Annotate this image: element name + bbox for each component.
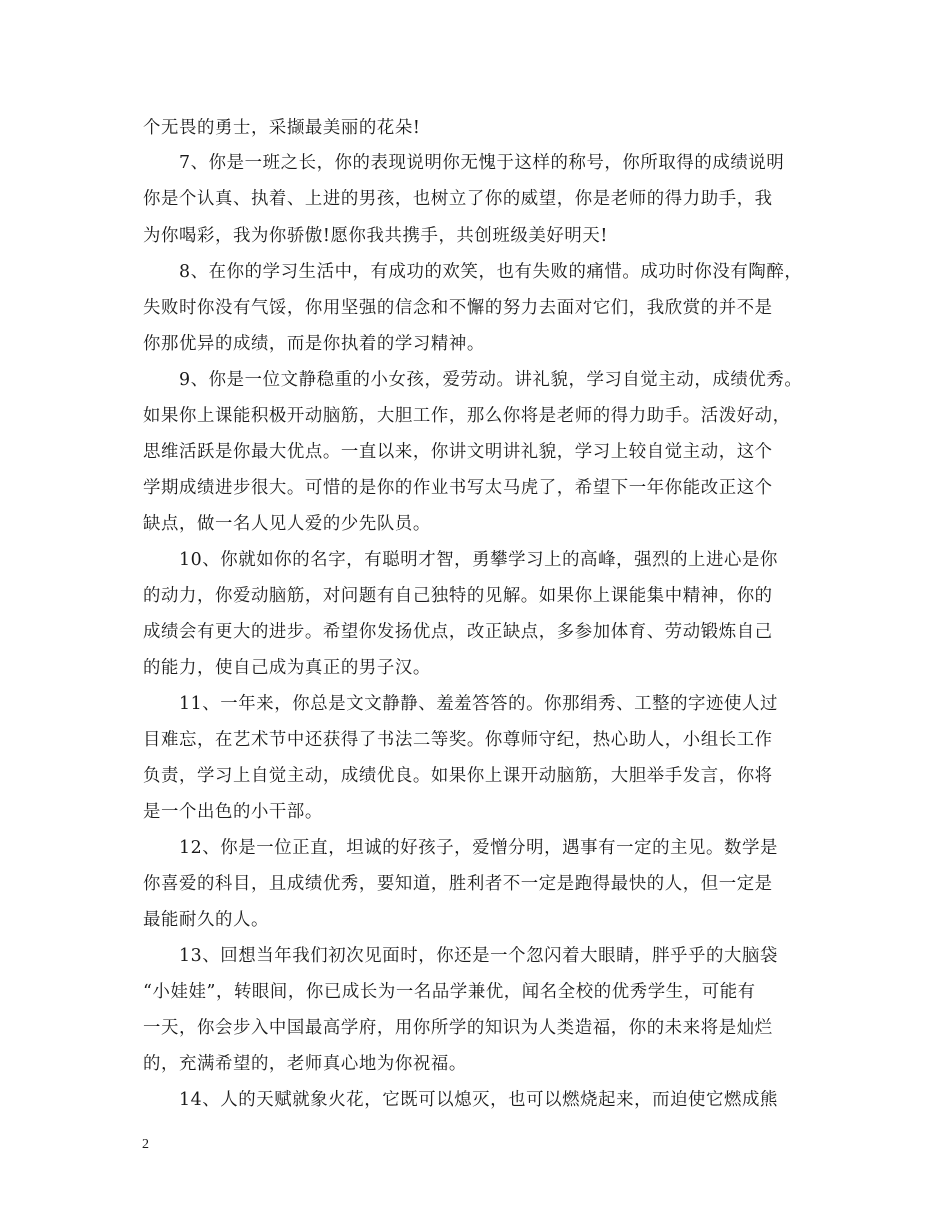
- text-line: 失败时你没有气馁，你用坚强的信念和不懈的努力去面对它们，我欣赏的并不是: [143, 298, 773, 318]
- text-line: 的能力，使自己成为真正的男子汉。: [143, 658, 431, 678]
- text-line: 的动力，你爱动脑筋，对问题有自己独特的见解。如果你上课能集中精神，你的: [143, 586, 773, 606]
- text-line: 是一个出色的小干部。: [143, 802, 323, 822]
- text-line: 个无畏的勇士，采撷最美丽的花朵!: [143, 118, 421, 138]
- text-line: 的，充满希望的，老师真心地为你祝福。: [143, 1054, 467, 1074]
- text-line: 10、你就如你的名字，有聪明才智，勇攀学习上的高峰，强烈的上进心是你: [143, 550, 779, 570]
- text-line: 11、一年来，你总是文文静静、羞羞答答的。你那绢秀、工整的字迹使人过: [143, 694, 779, 714]
- text-line: 如果你上课能积极开动脑筋，大胆工作，那么你将是老师的得力助手。活泼好动，: [143, 406, 791, 426]
- text-line: 为你喝彩，我为你骄傲!愿你我共携手，共创班级美好明天!: [143, 226, 608, 246]
- text-line: 你是个认真、执着、上进的男孩，也树立了你的威望，你是老师的得力助手，我: [143, 189, 773, 209]
- text-line: 最能耐久的人。: [143, 910, 269, 930]
- page-number: 2: [142, 1137, 149, 1152]
- text-line: 缺点，做一名人见人爱的少先队员。: [143, 514, 431, 534]
- text-line: 一天，你会步入中国最高学府，用你所学的知识为人类造福，你的未来将是灿烂: [143, 1018, 773, 1038]
- text-line: 14、人的天赋就象火花，它既可以熄灭，也可以燃烧起来，而迫使它燃成熊: [143, 1090, 779, 1110]
- text-line: 学期成绩进步很大。可惜的是你的作业书写太马虎了，希望下一年你能改正这个: [143, 478, 773, 498]
- text-line: “小娃娃”，转眼间，你已成长为一名品学兼优，闻名全校的优秀学生，可能有: [143, 982, 756, 1002]
- text-line: 13、回想当年我们初次见面时，你还是一个忽闪着大眼睛，胖乎乎的大脑袋: [143, 946, 779, 966]
- text-line: 你那优异的成绩，而是你执着的学习精神。: [143, 334, 485, 354]
- text-line: 8、在你的学习生活中，有成功的欢笑，也有失败的痛惜。成功时你没有陶醉，: [143, 262, 803, 282]
- text-line: 12、你是一位正直，坦诚的好孩子，爱憎分明，遇事有一定的主见。数学是: [143, 838, 779, 858]
- text-line: 成绩会有更大的进步。希望你发扬优点，改正缺点，多参加体育、劳动锻炼自己: [143, 622, 773, 642]
- text-line: 9、你是一位文静稳重的小女孩，爱劳动。讲礼貌，学习自觉主动，成绩优秀。: [143, 370, 803, 390]
- text-line: 你喜爱的科目，且成绩优秀，要知道，胜利者不一定是跑得最快的人，但一定是: [143, 874, 773, 894]
- text-line: 负责，学习上自觉主动，成绩优良。如果你上课开动脑筋，大胆举手发言，你将: [143, 766, 773, 786]
- text-line: 7、你是一班之长，你的表现说明你无愧于这样的称号，你所取得的成绩说明: [143, 153, 785, 173]
- text-line: 思维活跃是你最大优点。一直以来，你讲文明讲礼貌，学习上较自觉主动，这个: [143, 442, 773, 462]
- text-line: 目难忘，在艺术节中还获得了书法二等奖。你尊师守纪，热心助人，小组长工作: [143, 730, 773, 750]
